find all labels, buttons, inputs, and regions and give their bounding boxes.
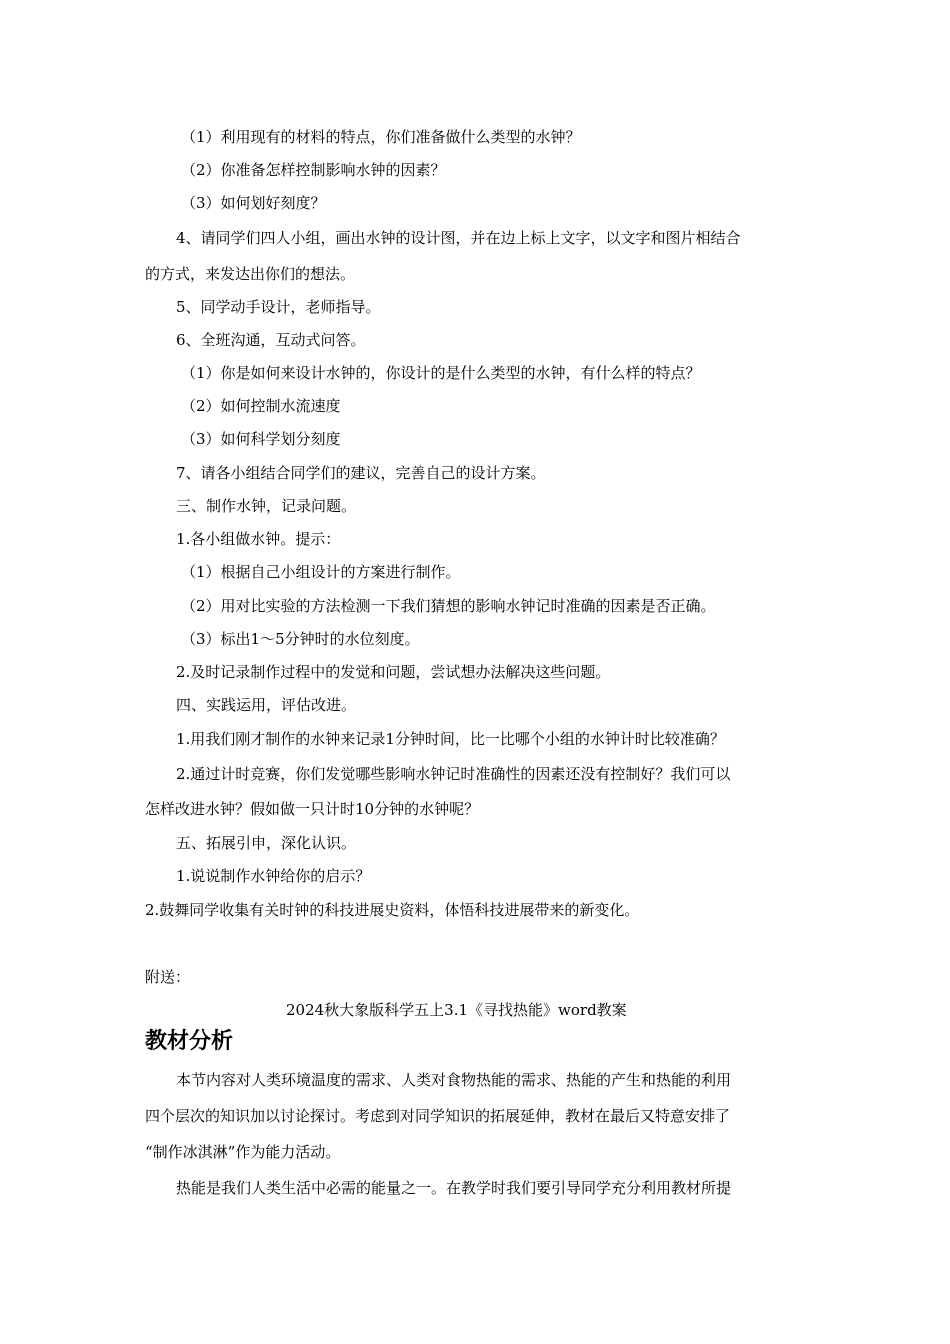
analysis-paragraph-2-line-1: 热能是我们人类生活中必需的能量之一。在教学时我们要引导同学充分利用教材所提: [176, 1179, 732, 1197]
section-3-item-1b: （2）用对比实验的方法检测一下我们猜想的影响水钟记时准确的因素是否正确。: [181, 597, 716, 615]
section-5-title: 五、拓展引申，深化认识。: [176, 834, 357, 852]
step-6-question-3: （3）如何科学划分刻度: [181, 430, 341, 448]
design-question-2: （2）你准备怎样控制影响水钟的因素？: [181, 161, 446, 179]
section-3-item-1: 1.各小组做水钟。提示：: [176, 530, 341, 548]
section-3-title: 三、制作水钟，记录问题。: [176, 497, 357, 515]
appendix-label: 附送：: [145, 968, 191, 986]
analysis-paragraph-1-line-3: “制作冰淇淋”作为能力活动。: [145, 1143, 341, 1161]
step-4-line-2: 的方式，来发达出你们的想法。: [145, 265, 356, 283]
section-5-item-1: 1.说说制作水钟给你的启示？: [176, 867, 371, 885]
section-5-item-2: 2.鼓舞同学收集有关时钟的科技进展史资料，体悟科技进展带来的新变化。: [145, 901, 640, 919]
section-heading-textbook-analysis: 教材分析: [145, 1029, 234, 1054]
step-6: 6、全班沟通，互动式问答。: [176, 331, 366, 349]
section-3-item-1c: （3）标出1～5分钟时的水位刻度。: [181, 630, 420, 648]
design-question-3: （3）如何划好刻度？: [181, 194, 326, 212]
section-4-item-2-line-2: 怎样改进水钟？假如做一只计时10分钟的水钟呢？: [145, 800, 480, 818]
appendix-document-title: 2024秋大象版科学五上3.1《寻找热能》word教案: [286, 1001, 627, 1019]
analysis-paragraph-1-line-2: 四个层次的知识加以讨论探讨。考虑到对同学知识的拓展延伸，教材在最后又特意安排了: [145, 1107, 731, 1125]
section-3-item-1a: （1）根据自己小组设计的方案进行制作。: [181, 563, 461, 581]
section-4-item-1: 1.用我们刚才制作的水钟来记录1分钟时间，比一比哪个小组的水钟计时比较准确？: [176, 730, 725, 748]
step-4-line-1: 4、请同学们四人小组，画出水钟的设计图，并在边上标上文字，以文字和图片相结合: [176, 229, 741, 247]
step-5: 5、同学动手设计，老师指导。: [176, 298, 381, 316]
section-3-item-2: 2.及时记录制作过程中的发觉和问题，尝试想办法解决这些问题。: [176, 663, 611, 681]
section-4-title: 四、实践运用，评估改进。: [176, 696, 357, 714]
analysis-paragraph-1-line-1: 本节内容对人类环境温度的需求、人类对食物热能的需求、热能的产生和热能的利用: [176, 1071, 732, 1089]
step-7: 7、请各小组结合同学们的建议，完善自己的设计方案。: [176, 464, 546, 482]
design-question-1: （1）利用现有的材料的特点，你们准备做什么类型的水钟？: [181, 128, 581, 146]
step-6-question-2: （2）如何控制水流速度: [181, 397, 341, 415]
section-4-item-2-line-1: 2.通过计时竞赛，你们发觉哪些影响水钟记时准确性的因素还没有控制好？我们可以: [176, 765, 731, 783]
step-6-question-1: （1）你是如何来设计水钟的，你设计的是什么类型的水钟，有什么样的特点？: [181, 364, 701, 382]
